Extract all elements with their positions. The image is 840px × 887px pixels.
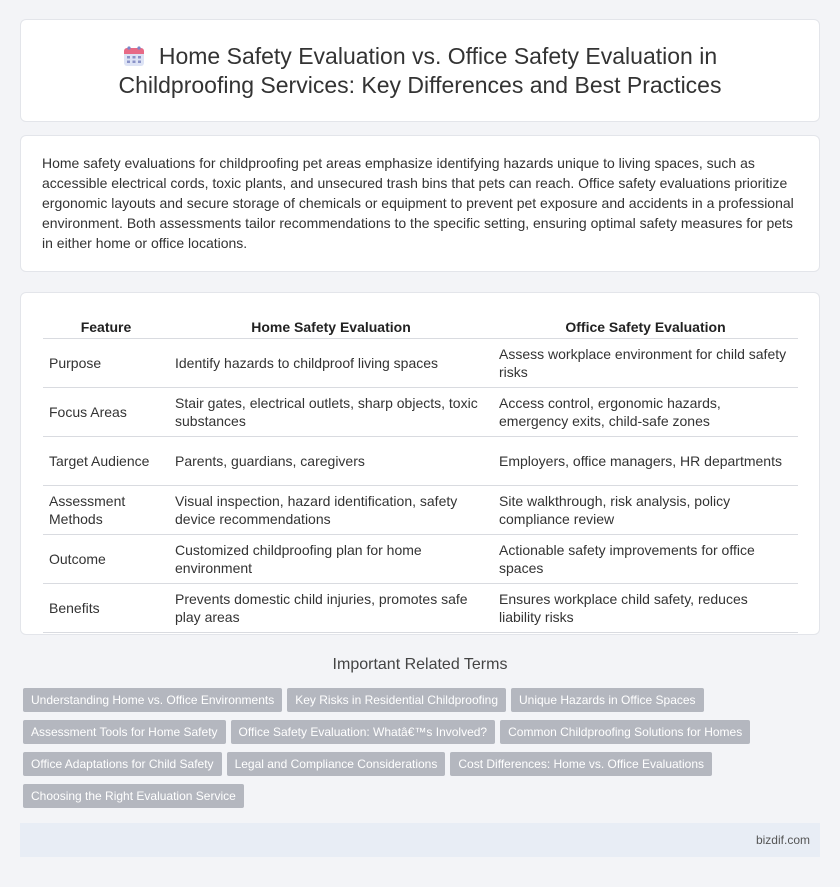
related-term-tag[interactable]: Office Adaptations for Child Safety <box>23 752 222 776</box>
row-home: Parents, guardians, caregivers <box>169 437 493 486</box>
table-row <box>43 437 798 486</box>
related-term-tag[interactable]: Understanding Home vs. Office Environments <box>23 688 282 712</box>
title-card <box>20 19 820 122</box>
footer-brand[interactable]: bizdif.com <box>755 833 810 847</box>
row-office: Employers, office managers, HR departments <box>493 437 798 486</box>
comparison-table <box>43 315 798 633</box>
row-feature: Purpose <box>43 339 169 388</box>
table-header-row <box>43 315 798 339</box>
row-office: Assess workplace environment for child safety risks <box>493 339 798 388</box>
comparison-card <box>20 292 820 635</box>
row-feature: Outcome <box>43 535 169 584</box>
related-terms-title: Important Related Terms <box>332 656 508 673</box>
related-terms-list <box>23 688 813 816</box>
intro-paragraph: Home safety evaluations for childproofing pet areas emphasize identifying hazards unique to living spaces, such as accessible electrical cords, toxic plants, and unsecured trash bins that pets can reach. Office safety evaluations prioritize ergonomic layouts and secure storage of chemicals or equipment to prevent pet exposure and accidents in a professional environment. Both assessments tailor recommendations to the specific setting, ensuring optimal safety measures for pets in either home or office locations. <box>42 155 794 251</box>
row-office: Actionable safety improvements for office spaces <box>493 535 798 584</box>
row-home: Prevents domestic child injuries, promotes safe play areas <box>169 584 493 633</box>
table-row <box>43 584 798 633</box>
related-term-tag[interactable]: Cost Differences: Home vs. Office Evaluations <box>450 752 712 776</box>
intro-card <box>20 135 820 272</box>
table-row <box>43 339 798 388</box>
related-term-tag[interactable]: Legal and Compliance Considerations <box>227 752 446 776</box>
row-home: Customized childproofing plan for home environment <box>169 535 493 584</box>
calendar-icon <box>123 45 145 67</box>
row-feature: Benefits <box>43 584 169 633</box>
row-feature: Target Audience <box>43 437 169 486</box>
row-office: Site walkthrough, risk analysis, policy compliance review <box>493 486 798 535</box>
table-row <box>43 535 798 584</box>
row-office: Ensures workplace child safety, reduces liability risks <box>493 584 798 633</box>
row-office: Access control, ergonomic hazards, emergency exits, child-safe zones <box>493 388 798 437</box>
page-title-text: Home Safety Evaluation vs. Office Safety Evaluation in Childproofing Services: Key Differences and Best Practices <box>118 42 722 98</box>
row-home: Stair gates, electrical outlets, sharp objects, toxic substances <box>169 388 493 437</box>
related-term-tag[interactable]: Choosing the Right Evaluation Service <box>23 784 244 808</box>
related-term-tag[interactable]: Office Safety Evaluation: Whatâ€™s Involved? <box>231 720 496 744</box>
page-title <box>70 42 770 100</box>
row-home: Identify hazards to childproof living spaces <box>169 339 493 388</box>
header-home: Home Safety Evaluation <box>169 315 493 339</box>
table-row <box>43 486 798 535</box>
related-term-tag[interactable]: Unique Hazards in Office Spaces <box>511 688 704 712</box>
related-term-tag[interactable]: Key Risks in Residential Childproofing <box>287 688 506 712</box>
header-feature: Feature <box>43 315 169 339</box>
table-row <box>43 388 798 437</box>
row-feature: Assessment Methods <box>43 486 169 535</box>
footer <box>20 823 820 857</box>
related-term-tag[interactable]: Common Childproofing Solutions for Homes <box>500 720 750 744</box>
header-office: Office Safety Evaluation <box>493 315 798 339</box>
row-home: Visual inspection, hazard identification, safety device recommendations <box>169 486 493 535</box>
row-feature: Focus Areas <box>43 388 169 437</box>
related-term-tag[interactable]: Assessment Tools for Home Safety <box>23 720 226 744</box>
